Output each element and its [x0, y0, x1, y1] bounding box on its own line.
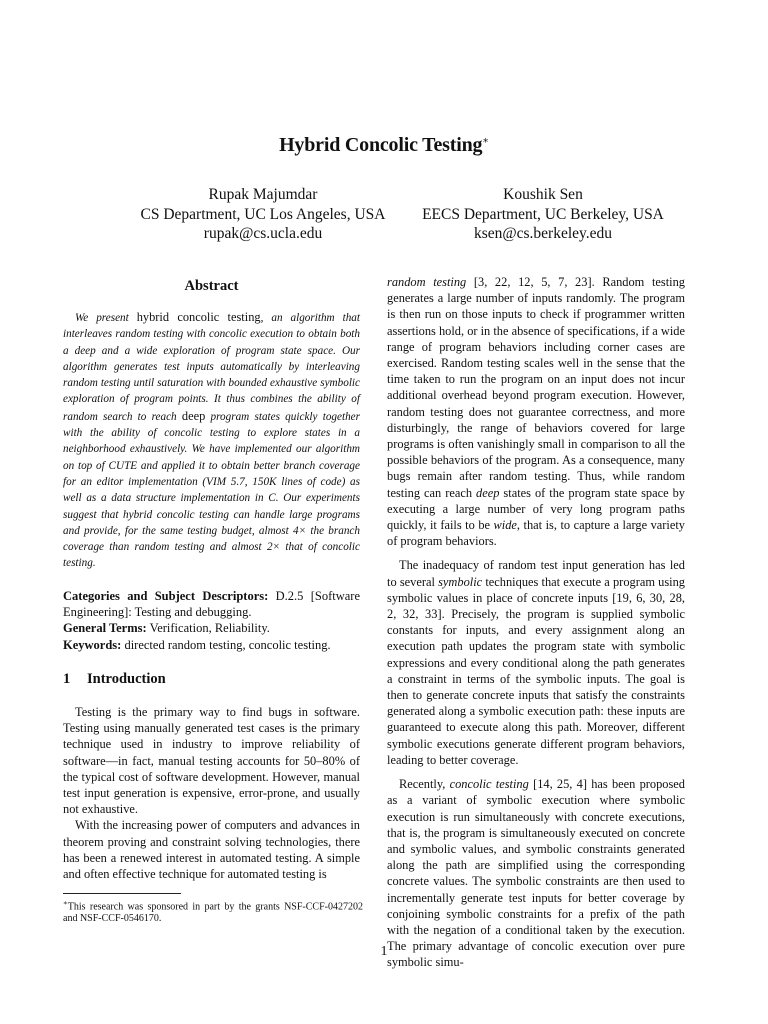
footnote-rule	[63, 893, 181, 894]
left-column	[63, 274, 360, 882]
footnote: ∗This research was sponsored in part by the grants NSF-CCF-0427202 and NSF-CCF-0546170.	[63, 899, 363, 925]
intro-paragraph-1: Testing is the primary way to find bugs in software. Testing using manually generated test cases is the primary technique used in industry to improve reliability of software—in fact, manual testing accounts for 50–80% of the typical cost of software development. However, manual test input generation is expensive, error-prone, and usually not exhaustive.	[63, 704, 360, 817]
author-block-2	[378, 185, 708, 244]
author-name: Koushik Sen	[503, 186, 583, 203]
abstract-heading: Abstract	[184, 278, 239, 294]
page-number: 1	[380, 944, 388, 959]
paper-metadata	[63, 588, 360, 653]
abstract-term: hybrid concolic testing	[136, 310, 261, 324]
abstract-term: deep	[181, 408, 206, 423]
author-affiliation: EECS Department, UC Berkeley, USA	[422, 205, 664, 223]
categories-line: Categories and Subject Descriptors: D.2.5 [Software Engineering]: Testing and debugging.	[63, 588, 360, 620]
general-terms-line: General Terms: Verification, Reliability.	[63, 621, 270, 636]
keywords-line: Keywords: directed random testing, concolic testing.	[63, 637, 331, 652]
author-affiliation: CS Department, UC Los Angeles, USA	[140, 205, 386, 223]
intro-paragraph-2: With the increasing power of computers and advances in theorem proving and constraint solving technologies, there has been a renewed interest in automated testing. A simple and often effective technique for automated testing is	[63, 818, 360, 881]
body-paragraph-1: random testing [3, 22, 12, 5, 7, 23]. Random testing generates a large number of inputs randomly. The program is then run on those inputs to check if programmer written assertions hold, or in the absence of specifications, if a wide range of program behaviors including corner cases are exercised. Random testing scales well in the sense that the time taken to run the program on an input does not incur additional overhead beyond program execution. However, random testing does not guarantee correctness, and more disturbingly, the range of behaviors covered for large programs is often vanishingly small in comparison to all the possible behaviors of the program. As a consequence, many bugs remain after random testing. Thus, while random testing can reach deep states of the program state space by executing a large number of very long program paths quickly, it fails to be wide, that is, to capture a large variety of program behaviors.	[387, 275, 685, 549]
title-text: Hybrid Concolic Testing	[279, 134, 483, 156]
right-column	[387, 274, 685, 971]
author-email: ksen@cs.berkeley.edu	[473, 225, 613, 242]
author-email: rupak@cs.ucla.edu	[203, 225, 323, 242]
abstract-body: We present hybrid concolic testing, an algorithm that interleaves random testing with concolic execution to obtain both a deep and a wide exploration of program state space. Our algorithm generates test inputs automatically by interleaving random testing until saturation with bounded exhaustive symbolic exploration of program points. It thus combines the ability of random search to reach deep program states quickly together with the ability of concolic testing to explore states in a neighborhood exhaustively. We have implemented our algorithm on top of CUTE and applied it to obtain better branch coverage for an editor implementation (VIM 5.7, 150K lines of code) as well as a data structure implementation in C. Our experiments suggest that hybrid concolic testing can handle large programs and provide, for the same testing budget, almost 4× the branch coverage than random testing and almost 2× that of concolic testing.	[63, 310, 360, 570]
title-footnote-mark: ∗	[482, 135, 489, 147]
author-name: Rupak Majumdar	[208, 186, 318, 203]
section-heading-introduction: 1 Introduction	[63, 670, 166, 687]
paper-title	[0, 134, 768, 157]
body-paragraph-2: The inadequacy of random test input generation has led to several symbolic techniques that execute a program using symbolic values in place of concrete inputs [19, 6, 30, 28, 2, 32, 33]. Precisely, the program is supplied symbolic constants for inputs, and every assignment along an execution path updates the program state with symbolic expressions and every conditional along the path generates a constraint in terms of the symbolic inputs. The goal is then to generate concrete inputs that satisfy the constraints generated along a symbolic execution path: these inputs are guaranteed to execute along this path. Moreover, different symbolic executions generate different program behaviors, leading to better coverage.	[387, 558, 686, 767]
body-paragraph-3: Recently, concolic testing [14, 25, 4] has been proposed as a variant of symbolic execution where symbolic execution is run simultaneously with concrete executions, that is, the program is simultaneously executed on concrete and symbolic values, and symbolic constraints generated along the path are simplified using the corresponding concrete values. The symbolic constraints are then used to incrementally generate test inputs for better coverage by conjoining symbolic constraints for a prefix of the path with the negation of a conditional taken by the execution. The primary advantage of concolic execution over pure symbolic simu-	[387, 777, 686, 970]
